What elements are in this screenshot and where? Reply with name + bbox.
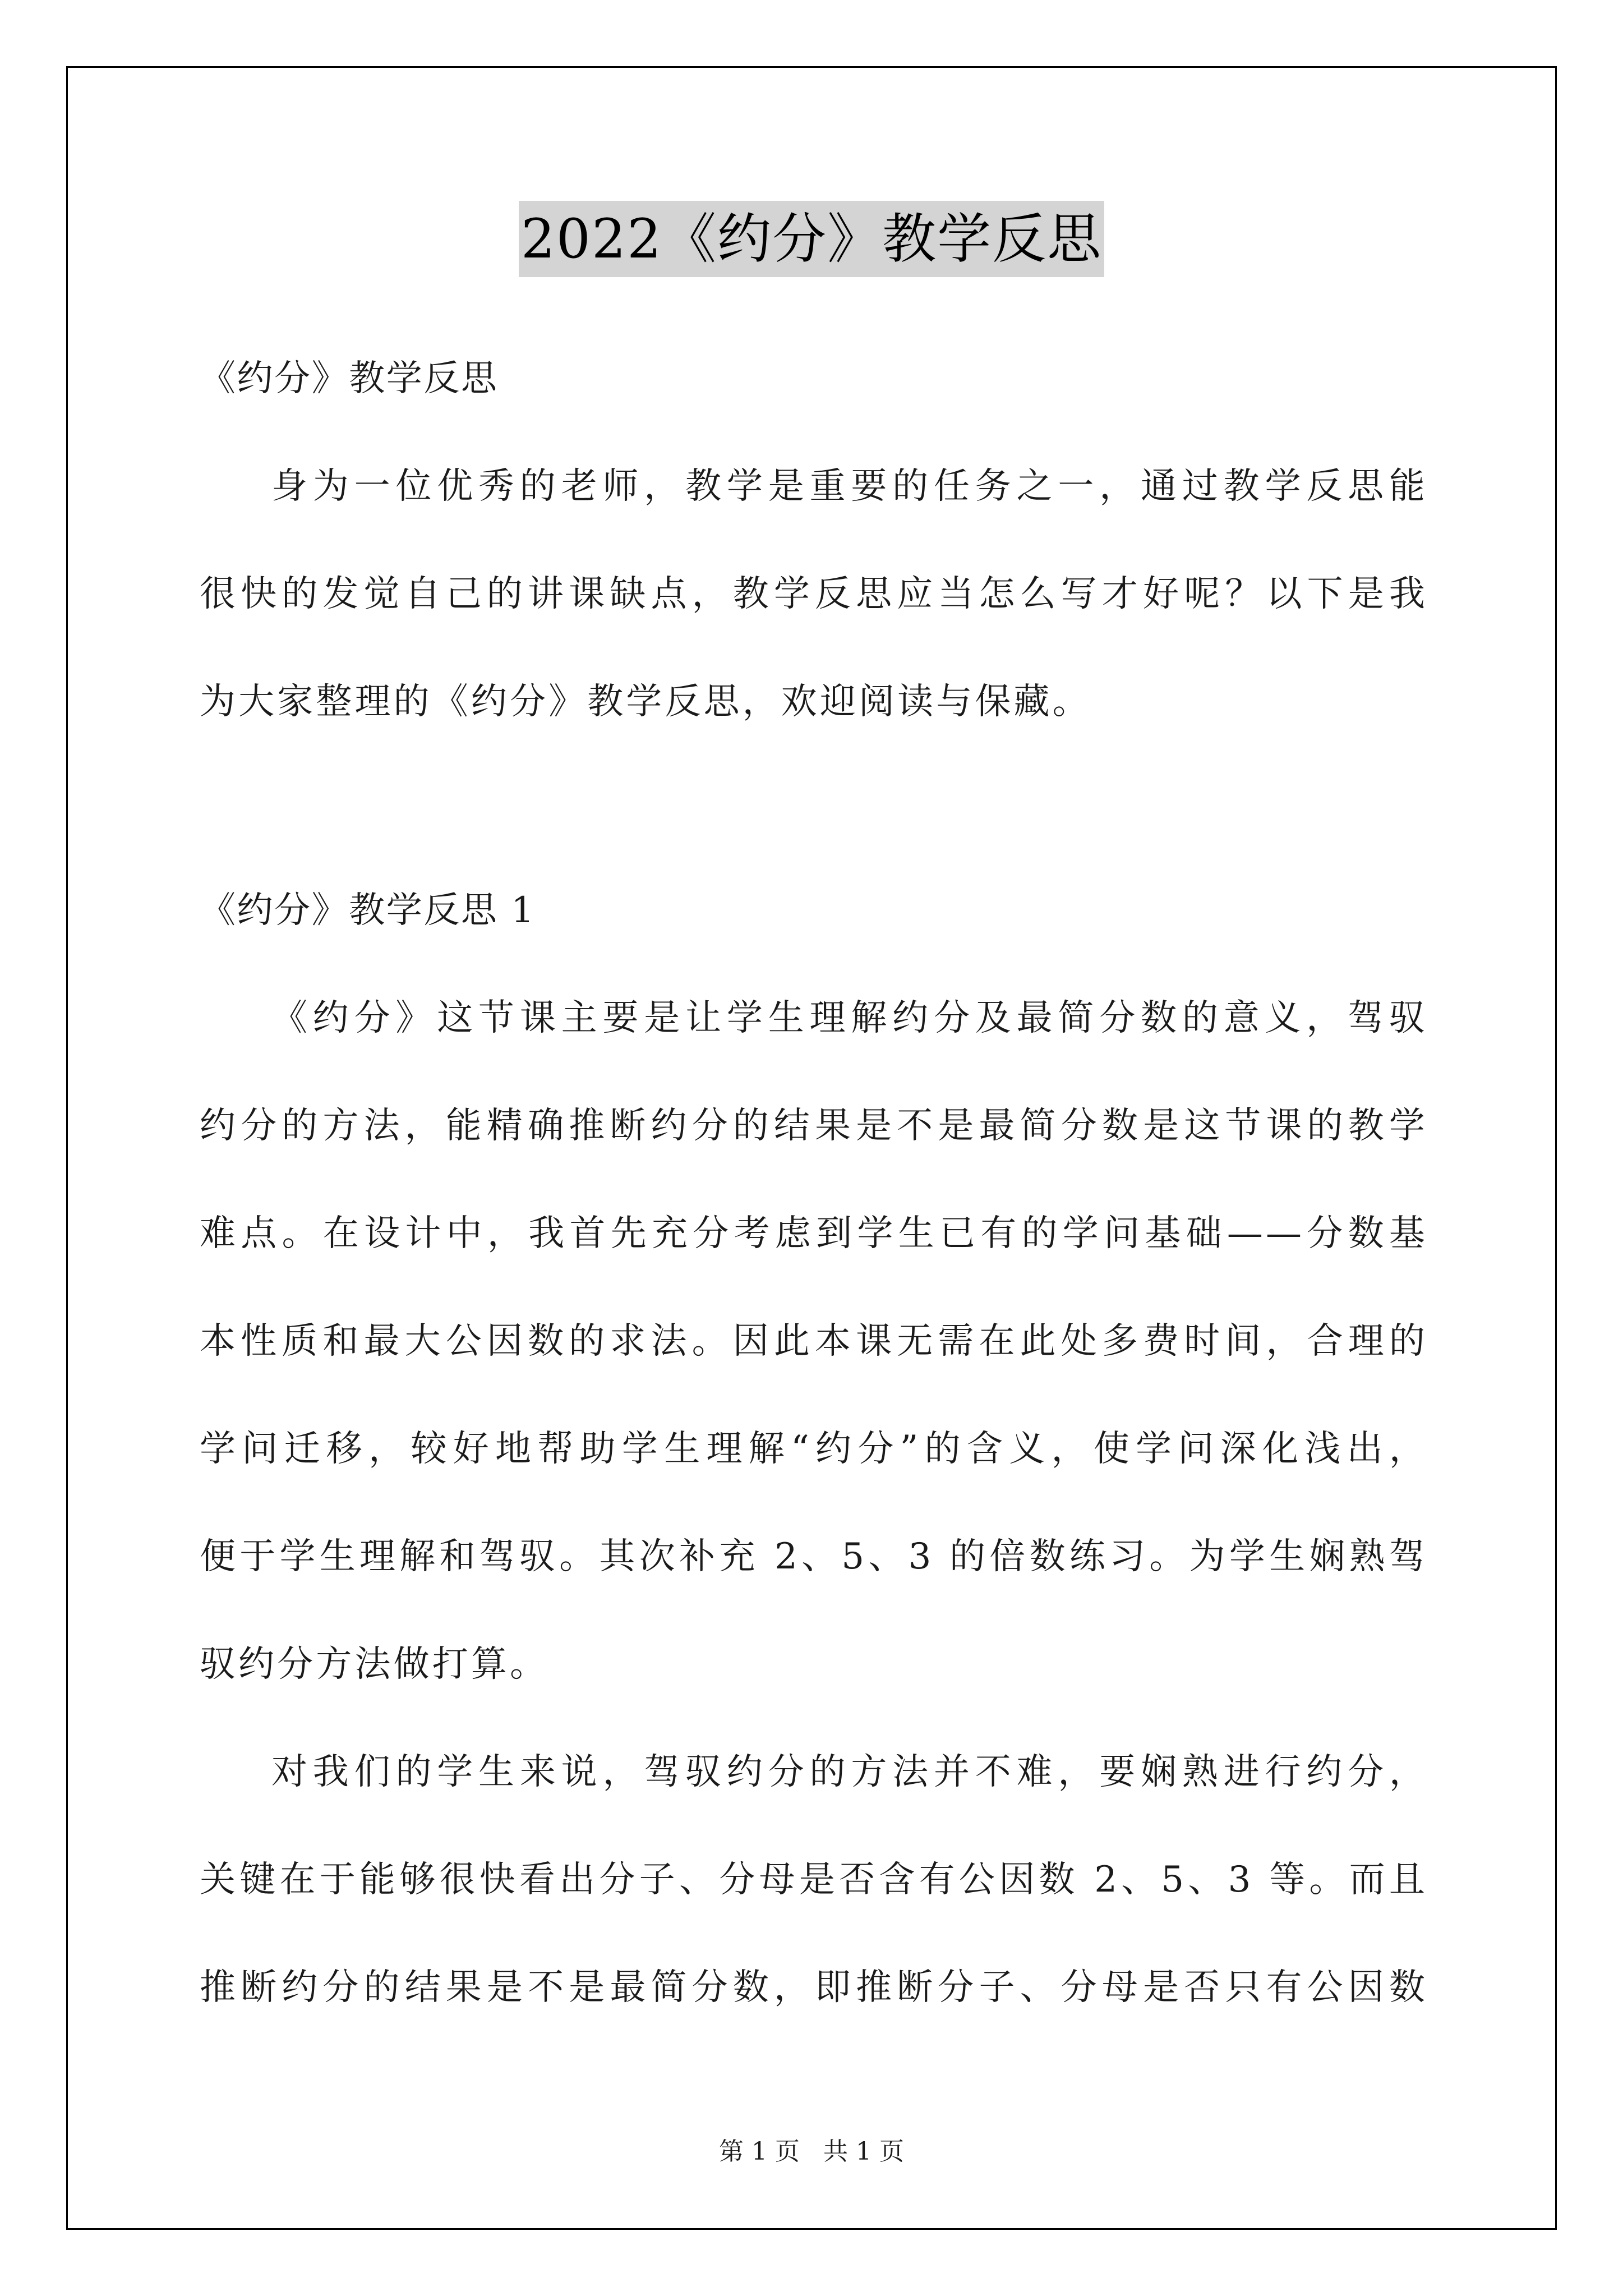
- paragraph-line: 驭约分方法做打算。: [200, 1644, 549, 1685]
- paragraph-line: 便于学生理解和驾驭。其次补充 2、5、3 的倍数练习。为学生娴熟驾: [200, 1536, 1428, 1577]
- paragraph-line: 难点。在设计中，我首先充分考虑到学生已有的学问基础——分数基: [200, 1213, 1428, 1254]
- paragraph-line: 关键在于能够很快看出分子、分母是否含有公因数 2、5、3 等。而且: [200, 1859, 1428, 1901]
- paragraph-line: 《约分》这节课主要是让学生理解约分及最简分数的意义，驾驭: [271, 997, 1428, 1039]
- page-number-footer: 第 1 页 共 1 页: [719, 2137, 904, 2166]
- paragraph-line: 对我们的学生来说，驾驭约分的方法并不难，要娴熟进行约分，: [271, 1751, 1428, 1793]
- intro-line: 为大家整理的《约分》教学反思，欢迎阅读与保藏。: [200, 681, 1091, 723]
- paragraph-line: 学问迁移，较好地帮助学生理解“约分”的含义，使学问深化浅出，: [200, 1428, 1428, 1470]
- document-title: 2022《约分》教学反思: [519, 201, 1104, 277]
- intro-line: 很快的发觉自己的讲课缺点，教学反思应当怎么写才好呢？以下是我: [200, 573, 1428, 615]
- section-heading-main: 《约分》教学反思: [200, 358, 499, 399]
- paragraph-line: 约分的方法，能精确推断约分的结果是不是最简分数是这节课的教学: [200, 1105, 1428, 1147]
- title-container: [0, 201, 1623, 277]
- paragraph-line: 本性质和最大公因数的求法。因此本课无需在此处多费时间，合理的: [200, 1320, 1428, 1362]
- paragraph-line: 推断约分的结果是不是最简分数，即推断分子、分母是否只有公因数: [200, 1967, 1428, 2008]
- intro-line: 身为一位优秀的老师，教学是重要的任务之一，通过教学反思能: [271, 466, 1428, 507]
- section-heading-1: 《约分》教学反思 1: [200, 890, 536, 931]
